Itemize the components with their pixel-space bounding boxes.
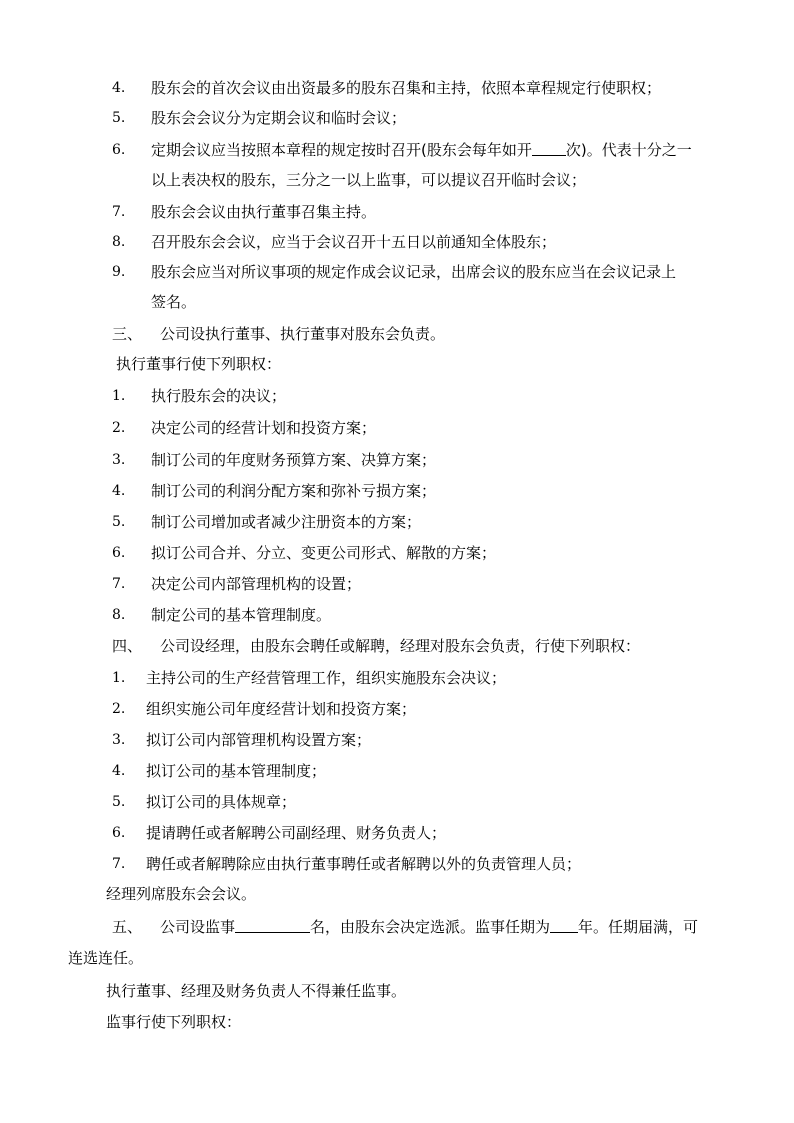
- section-title: 公司设经理，由股东会聘任或解聘，经理对股东会负责，行使下列职权：: [160, 637, 641, 655]
- item-number: 7.: [112, 576, 126, 592]
- item-number: 3.: [112, 452, 126, 468]
- item-number: 6.: [112, 825, 126, 841]
- item-text: 聘任或者解聘除应由执行董事聘任或者解聘以外的负责管理人员；: [146, 855, 582, 873]
- item-text: 拟订公司合并、分立、变更公司形式、解散的方案；: [151, 544, 497, 562]
- item-number: 6.: [112, 545, 126, 561]
- item-text: 组织实施公司年度经营计划和投资方案；: [146, 700, 417, 718]
- section-text: [160, 917, 698, 937]
- item-number: 5.: [112, 514, 126, 530]
- item-number: 2.: [112, 420, 126, 436]
- item-text: 决定公司内部管理机构的设置；: [151, 575, 362, 593]
- item-text: 股东会会议分为定期会议和临时会议；: [151, 109, 407, 127]
- item-number: 1.: [112, 670, 126, 686]
- blank-line: [235, 917, 310, 933]
- item-text: 执行股东会的决议；: [151, 387, 287, 405]
- section-title: 公司设执行董事、执行董事对股东会负责。: [160, 325, 446, 343]
- item-text: 召开股东会会议，应当于会议召开十五日以前通知全体股东；: [151, 233, 557, 251]
- item-text: 股东会的首次会议由出资最多的股东召集和主持，依照本章程规定行使职权；: [151, 79, 662, 97]
- item-text-before: 定期会议应当按照本章程的规定按时召开(股东会每年如开: [151, 141, 532, 159]
- section-text-b: 名，由股东会决定选派。监事任期为: [310, 918, 551, 936]
- item-text: 以上表决权的股东，三分之一以上监事，可以提议召开临时会议；: [151, 171, 587, 189]
- section-number: 四、: [112, 637, 143, 655]
- item-text: [151, 140, 692, 160]
- item-text: 制订公司的利润分配方案和弥补亏损方案；: [151, 482, 437, 500]
- section-continuation: 连选连任。: [68, 949, 144, 967]
- item-number: 3.: [112, 732, 126, 748]
- item-text: 主持公司的生产经营管理工作，组织实施股东会决议；: [146, 669, 507, 687]
- item-number: 4.: [112, 763, 126, 779]
- paragraph: 监事行使下列职权：: [106, 1013, 242, 1031]
- section-closing: 经理列席股东会会议。: [106, 885, 257, 903]
- item-number: 4.: [112, 80, 126, 96]
- item-number: 8.: [112, 607, 126, 623]
- item-number: 6.: [112, 142, 126, 158]
- section-number: 五、: [112, 918, 143, 936]
- item-text: 拟订公司内部管理机构设置方案；: [146, 731, 372, 749]
- item-text-after: 次)。代表十分之一: [565, 141, 692, 159]
- paragraph: 执行董事、经理及财务负责人不得兼任监事。: [106, 982, 407, 1000]
- section-text-a: 公司设监事: [160, 918, 236, 936]
- item-text: 制订公司的年度财务预算方案、决算方案；: [151, 451, 437, 469]
- blank-line: [550, 917, 578, 933]
- section-text-c: 年。任期届满，可: [578, 918, 699, 936]
- item-text: 股东会会议由执行董事召集主持。: [151, 203, 377, 221]
- item-number: 1.: [112, 388, 126, 404]
- item-number: 5.: [112, 110, 126, 126]
- item-number: 7.: [112, 204, 126, 220]
- item-number: 4.: [112, 483, 126, 499]
- item-number: 8.: [112, 234, 126, 250]
- section-number: 三、: [112, 325, 143, 343]
- item-number: 5.: [112, 794, 126, 810]
- item-text: 签名。: [151, 293, 197, 311]
- item-number: 7.: [112, 856, 126, 872]
- item-text: 决定公司的经营计划和投资方案；: [151, 419, 377, 437]
- item-text: 拟订公司的具体规章；: [146, 793, 297, 811]
- item-text: 制定公司的基本管理制度。: [151, 606, 332, 624]
- section-intro: 执行董事行使下列职权：: [116, 355, 282, 373]
- item-text: 拟订公司的基本管理制度；: [146, 762, 327, 780]
- item-number: 9.: [112, 264, 126, 280]
- item-text: 制订公司增加或者减少注册资本的方案；: [151, 513, 422, 531]
- item-number: 2.: [112, 701, 126, 717]
- item-text: 提请聘任或者解聘公司副经理、财务负责人；: [146, 824, 447, 842]
- blank-line: [532, 140, 566, 156]
- item-text: 股东会应当对所议事项的规定作成会议记录，出席会议的股东应当在会议记录上: [151, 263, 677, 281]
